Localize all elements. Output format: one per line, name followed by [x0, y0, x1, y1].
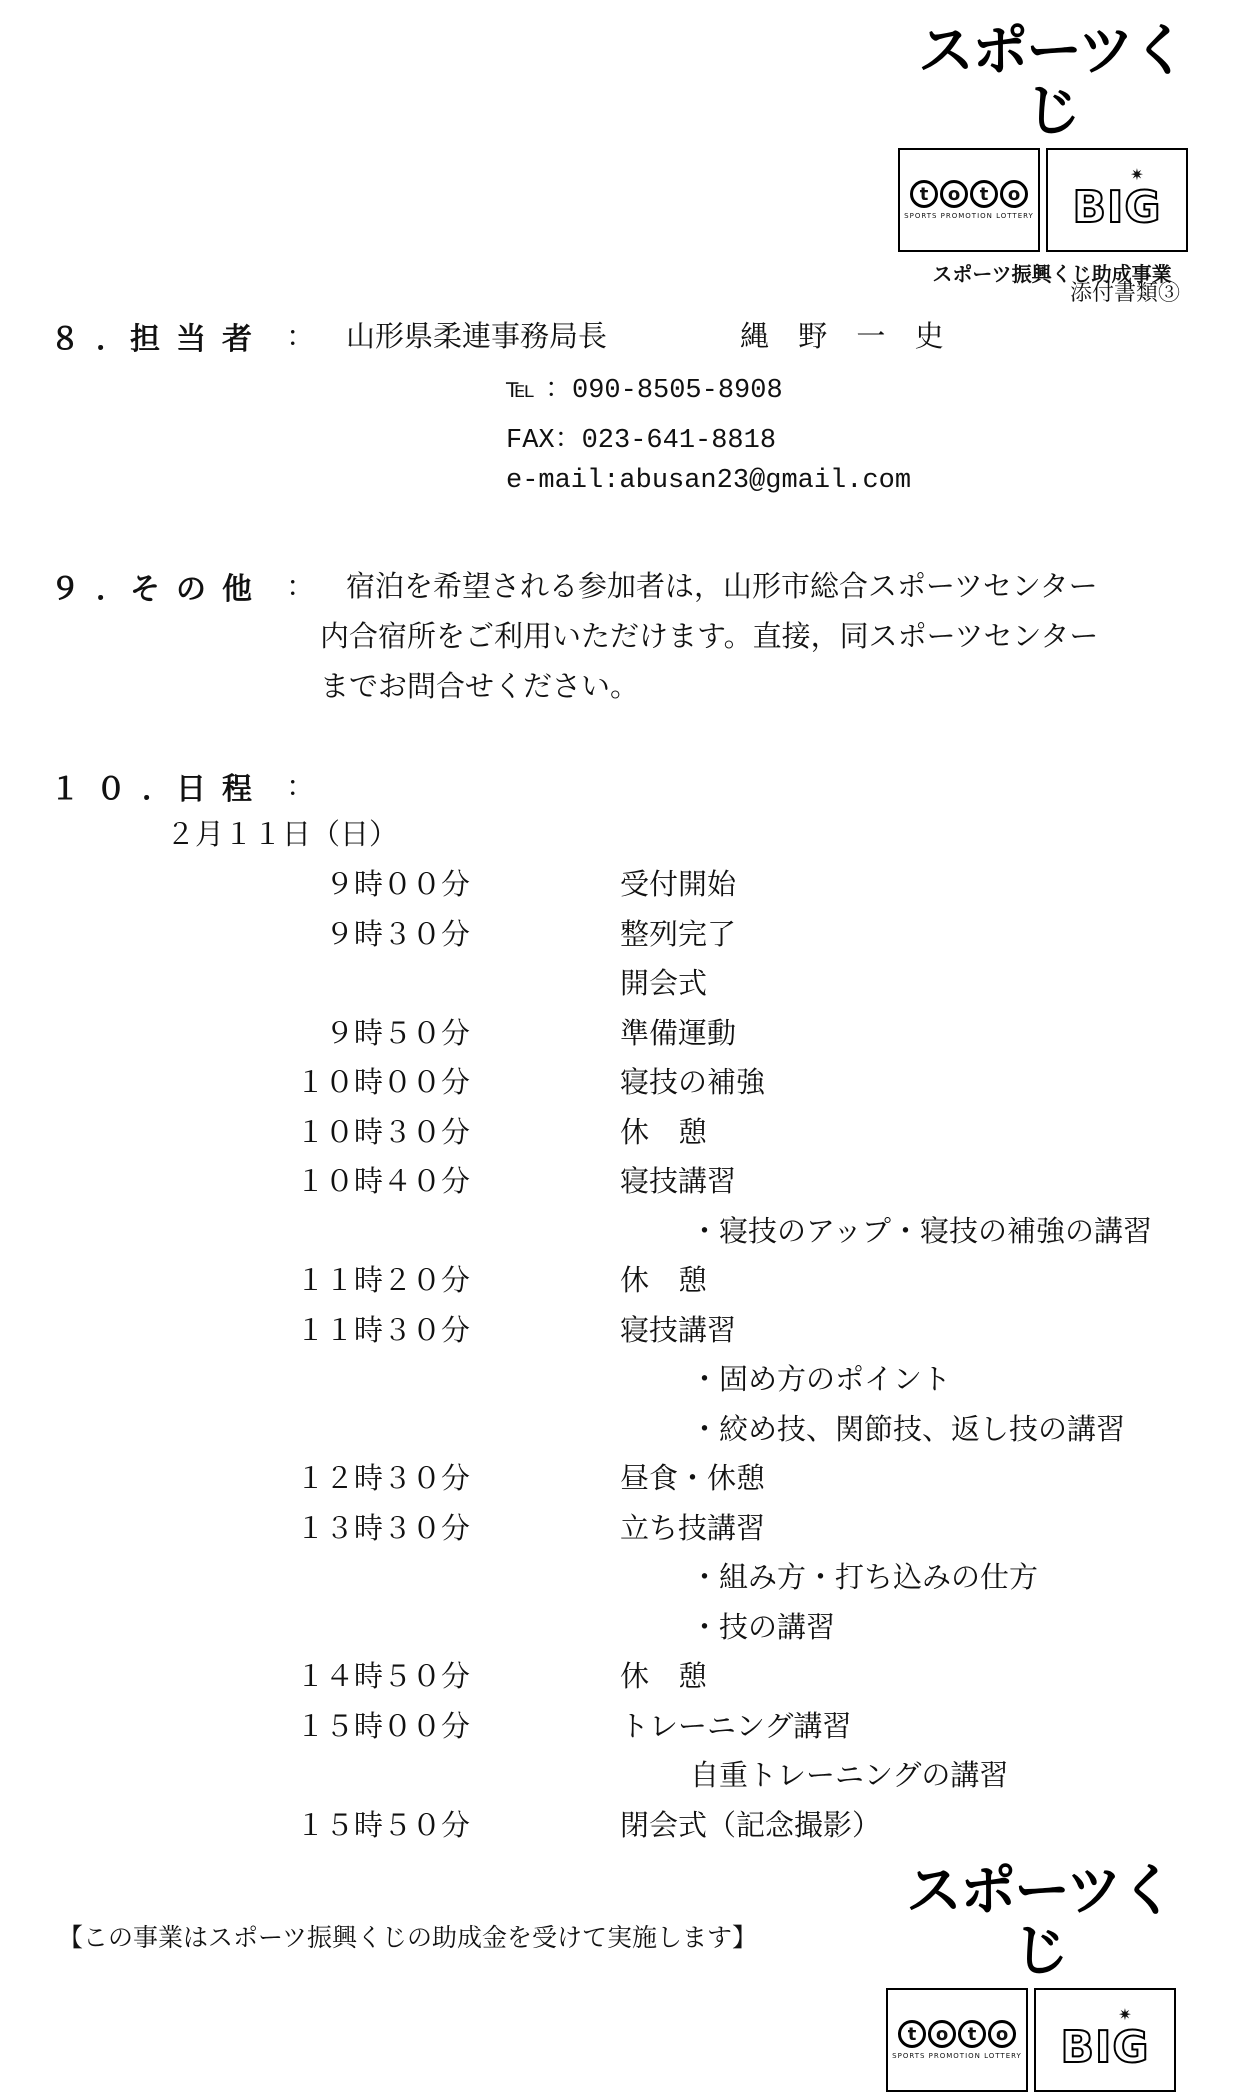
logo-caption: スポーツ振興くじ助成事業 — [932, 262, 1172, 286]
schedule-item: 開会式 — [620, 966, 708, 1000]
other-line: 内合宿所をご利用いただけます。直接，同スポーツセンター — [320, 619, 1099, 653]
toto-letter: o — [1000, 180, 1028, 208]
toto-caption: SPORTS PROMOTION LOTTERY — [904, 212, 1034, 220]
schedule-time: １５時００分 — [295, 1709, 470, 1743]
contact-name: 縄 野 一 史 — [740, 319, 954, 353]
attachment-label: 添付書類③ — [1070, 281, 1181, 306]
sparkle-icon: ✷ — [1118, 2004, 1132, 2024]
toto-letters — [898, 2020, 1016, 2048]
schedule-time: １４時５０分 — [295, 1659, 470, 1693]
sparkle-icon: ✷ — [1130, 164, 1144, 184]
email-line: e-mail:abusan23@gmail.com — [506, 466, 912, 496]
schedule-item: 寝技講習 — [620, 1164, 737, 1198]
sports-kuji-logo-title: スポーツくじ — [918, 19, 1186, 144]
schedule-time: ９時００分 — [324, 867, 470, 901]
section8-number: ８． — [50, 322, 142, 357]
schedule-item: 休 憩 — [620, 1659, 708, 1693]
big-label: BIG — [1060, 2021, 1150, 2073]
toto-letter: t — [970, 180, 998, 208]
schedule-item: 寝技の補強 — [620, 1065, 766, 1099]
toto-letters — [910, 180, 1028, 208]
toto-logo — [886, 1988, 1028, 2092]
schedule-item: 昼食・休憩 — [620, 1461, 766, 1495]
logo-boxes — [886, 1988, 1194, 2092]
schedule-time: ９時３０分 — [324, 917, 470, 951]
section8-heading: 担当者 — [130, 322, 268, 357]
schedule-item: 閉会式（記念撮影） — [620, 1808, 882, 1842]
logo-boxes — [898, 148, 1206, 252]
other-line: までお問合せください。 — [320, 669, 640, 703]
fax-line: FAX：023-641-8818 — [506, 426, 777, 456]
schedule-item: 受付開始 — [620, 867, 737, 901]
schedule-item: 立ち技講習 — [620, 1511, 766, 1545]
schedule-item: 整列完了 — [620, 917, 737, 951]
schedule-time: １１時２０分 — [295, 1263, 470, 1297]
schedule-item: 寝技講習 — [620, 1313, 737, 1347]
schedule-item: 準備運動 — [620, 1016, 737, 1050]
contact-title: 山形県柔連事務局長 — [346, 319, 608, 353]
schedule-item: トレーニング講習 — [620, 1709, 852, 1743]
schedule-time: １０時００分 — [295, 1065, 470, 1099]
schedule-time: １３時３０分 — [295, 1511, 470, 1545]
section10-heading: 日程 — [176, 772, 268, 807]
schedule-time: １０時３０分 — [295, 1115, 470, 1149]
sports-kuji-logo-title: スポーツくじ — [906, 1859, 1174, 1984]
schedule-time: １２時３０分 — [295, 1461, 470, 1495]
bottom-logo — [886, 1859, 1194, 2092]
schedule-subitem: ・寝技のアップ・寝技の補強の講習 — [690, 1214, 1152, 1248]
schedule-subitem: ・絞め技、関節技、返し技の講習 — [690, 1412, 1126, 1446]
toto-letter: t — [958, 2020, 986, 2048]
section9-number: ９． — [50, 572, 142, 607]
schedule-time: ９時５０分 — [324, 1016, 470, 1050]
toto-letter: o — [988, 2020, 1016, 2048]
section10-colon: ： — [286, 769, 316, 803]
toto-letter: o — [940, 180, 968, 208]
footer-note: 【この事業はスポーツ振興くじの助成金を受けて実施します】 — [58, 1923, 758, 1952]
schedule-subitem: 自重トレーニングの講習 — [690, 1758, 1009, 1792]
schedule-subitem: ・組み方・打ち込みの仕方 — [690, 1560, 1039, 1594]
section8-colon: ： — [286, 319, 316, 353]
schedule-time: １５時５０分 — [295, 1808, 470, 1842]
top-logo — [898, 19, 1206, 287]
section9-colon: ： — [286, 569, 316, 603]
toto-letter: t — [910, 180, 938, 208]
section9-heading: その他 — [130, 572, 268, 607]
other-line: 宿泊を希望される参加者は，山形市総合スポーツセンター — [346, 569, 1098, 603]
schedule-subitem: ・固め方のポイント — [690, 1362, 952, 1396]
tel-label: ℡ — [506, 373, 536, 404]
toto-letter: t — [898, 2020, 926, 2048]
schedule-time: １０時４０分 — [295, 1164, 470, 1198]
schedule-item: 休 憩 — [620, 1115, 708, 1149]
toto-letter: o — [928, 2020, 956, 2048]
big-logo — [1034, 1988, 1176, 2092]
schedule-item: 休 憩 — [620, 1263, 708, 1297]
schedule-time: １１時３０分 — [295, 1313, 470, 1347]
tel-line — [506, 366, 783, 406]
section10-number: １０． — [50, 772, 188, 807]
big-logo — [1046, 148, 1188, 252]
toto-logo — [898, 148, 1040, 252]
schedule-date: ２月１１日（日） — [166, 817, 399, 851]
schedule-subitem: ・技の講習 — [690, 1610, 836, 1644]
big-label: BIG — [1072, 181, 1162, 233]
tel-number: ：090-8505-8908 — [545, 376, 783, 406]
toto-caption: SPORTS PROMOTION LOTTERY — [892, 2052, 1022, 2060]
